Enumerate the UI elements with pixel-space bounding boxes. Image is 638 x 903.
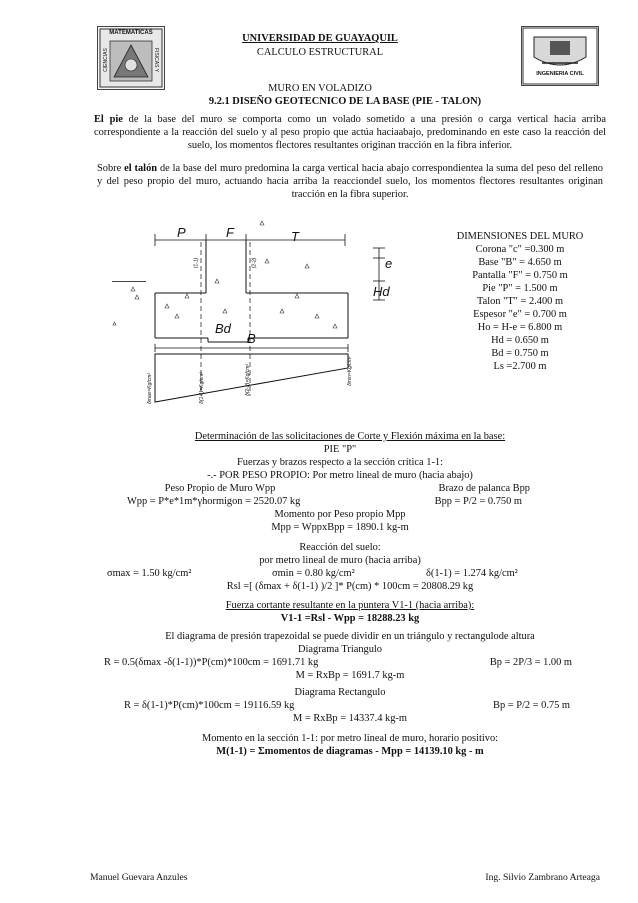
v11-result: V1-1 =Rsl - Wpp = 18288.23 kg — [280, 613, 420, 624]
label-Hd: Hd — [373, 284, 390, 299]
left-logo-top-text: MATEMATICAS — [109, 30, 153, 36]
dim-ls: Ls =2.700 m — [493, 361, 547, 372]
rsl-formula: Rsl =[ (δmax + δ(1-1) )/2 ]* P(cm) * 100cm = 20808.29 kg — [226, 581, 474, 592]
pie-text: de la base del muro se comporta como un volado sometido a una presión o carga vertical hacia arriba correspondiente a la reacción del suelo y al peso propio que actúa haciaabajo, predominando en este caso la reacción del suelo, los momentos flectores resultantes originan tracción en la fibra inferior. — [94, 114, 606, 151]
footer-author: Manuel Guevara Anzules — [90, 872, 188, 883]
dim-talon: Talon "T" = 2.400 m — [476, 296, 564, 307]
sigma-1-1: δ(1-1) = 1.274 kg/cm² — [426, 568, 518, 579]
momento-text: Momento en la sección 1-1: por metro lineal de muro, horario positivo: — [201, 733, 499, 744]
pie-bold: El pie — [94, 114, 123, 125]
fuerzas-line: Fuerzas y brazos respecto a la sección crítica 1-1: — [237, 457, 443, 468]
talon-text: de la base del muro predomina la carga vertical hacia abajo correspondientea la suma del peso del relleno y del peso propio del muro, actuando hacia arriba la reacciondel suelo, los momentos flectores resultantes originan tracción en la fibra superior. — [97, 163, 603, 200]
dim-corona: Corona "c" =0.300 m — [475, 244, 565, 255]
peso-propio-line: -.- POR PESO PROPIO: Por metro lineal de muro (hacia abajo) — [207, 470, 473, 481]
wpp-formula: Wpp = P*e*1m*γhormigon = 2520.07 kg — [127, 496, 301, 507]
mpp-formula: Mpp = WppxBpp = 1890.1 kg-m — [271, 522, 409, 533]
section-title: 9.2.1 DISEÑO GEOTECNICO DE LA BASE (PIE - TALON) — [208, 96, 482, 107]
dim-espesor: Espesor "e" = 0.700 m — [473, 309, 567, 320]
label-Bd: Bd — [215, 321, 231, 336]
dim-bd: Bd = 0.750 m — [491, 348, 549, 359]
mpp-label: Momento por Peso propio Mpp — [274, 509, 406, 520]
aggregate-marks — [113, 221, 337, 328]
pie-subtitle: PIE "P" — [323, 444, 357, 455]
section-1-1-label: (1-1) — [193, 257, 200, 269]
r-triangulo: R = 0.5(δmax -δ(1-1))*P(cm)*100cm = 1691.71 kg — [104, 657, 319, 668]
label-T: T — [291, 229, 299, 244]
por-metro-line: por metro lineal de muro (hacia arriba) — [259, 555, 421, 566]
talon-bold: el talón — [124, 163, 158, 174]
diagrama-text: El diagrama de presión trapezoidal se puede dividir en un triángulo y rectangulode altura — [165, 631, 535, 642]
intro-pie-paragraph — [94, 113, 606, 152]
diagrama-triangulo-label: Diagrama Triangulo — [298, 644, 382, 655]
bp-rectangulo: Bp = P/2 = 0.75 m — [493, 700, 570, 711]
dimensions-block — [420, 230, 620, 373]
wall-diagram — [105, 218, 415, 410]
ground-line — [112, 281, 146, 282]
bpp-label: Brazo de palanca Bpp — [438, 483, 530, 494]
diagrama-rectangulo-label: Diagrama Rectangulo — [294, 687, 386, 698]
pressure-label-min: δmin=Kg/cm² — [347, 356, 353, 386]
left-logo-right-text: FISICAS Y — [153, 47, 159, 73]
dim-hd: Hd = 0.650 m — [491, 335, 549, 346]
footer-instructor: Ing. Silvio Zambrano Arteaga — [485, 872, 600, 883]
bpp-formula: Bpp = P/2 = 0.750 m — [434, 496, 522, 507]
fuerza-cortante-heading: Fuerza cortante resultante en la puntera V1-1 (hacia arriba): — [225, 600, 475, 611]
reaccion-line: Reacción del suelo: — [299, 542, 381, 553]
label-F: F — [226, 225, 234, 240]
dim-base: Base "B" = 4.650 m — [478, 257, 562, 268]
calc-heading: Determinación de las solicitaciones de Corte y Flexión máxima en la base: — [194, 431, 506, 442]
label-B: B — [247, 331, 256, 346]
wpp-label: Peso Propio de Muro Wpp — [164, 483, 276, 494]
r-rectangulo: R = δ(1-1)*P(cm)*100cm = 19116.59 kg — [124, 700, 295, 711]
subject-title: CALCULO ESTRUCTURAL — [256, 47, 384, 58]
dim-pie: Pie "P" = 1.500 m — [482, 283, 558, 294]
left-logo — [97, 26, 165, 90]
section-2-2-label: (2-2) — [251, 257, 258, 269]
intro-talon-paragraph — [97, 162, 603, 201]
talon-pre: Sobre — [97, 163, 125, 174]
dimensions-title: DIMENSIONES DEL MURO — [456, 231, 584, 242]
sigma-max: σmax = 1.50 kg/cm² — [107, 568, 192, 579]
pressure-diagram — [155, 354, 348, 402]
sigma-min: σmin = 0.80 kg/cm² — [272, 568, 355, 579]
page-title: MURO EN VOLADIZO — [268, 83, 372, 94]
m11-result: M(1-1) = Σmomentos de diagramas - Mpp = 14139.10 kg - m — [216, 746, 484, 757]
pressure-label-2-2: δ(2-2)=Kg/cm² — [245, 363, 251, 396]
university-title: UNIVERSIDAD DE GUAYAQUIL — [242, 33, 398, 44]
bp-triangulo: Bp = 2P/3 = 1.00 m — [489, 657, 572, 668]
dim-ho: Ho = H-e = 6.800 m — [477, 322, 563, 333]
pressure-label-max: δmax=Kg/cm² — [147, 373, 153, 404]
m-rectangulo: M = RxBp = 14337.4 kg-m — [293, 713, 407, 724]
pressure-label-1-1: δ(1-1)=Kg/cm² — [199, 371, 205, 404]
label-e: e — [385, 256, 393, 271]
right-logo — [521, 26, 599, 86]
m-triangulo: M = RxBp = 1691.7 kg-m — [295, 670, 405, 681]
left-logo-left-text: CIENCIAS — [103, 48, 109, 72]
label-P: P — [177, 225, 186, 240]
right-logo-text: INGENIERIA CIVIL — [536, 71, 584, 77]
dim-pantalla: Pantalla "F" = 0.750 m — [472, 270, 568, 281]
